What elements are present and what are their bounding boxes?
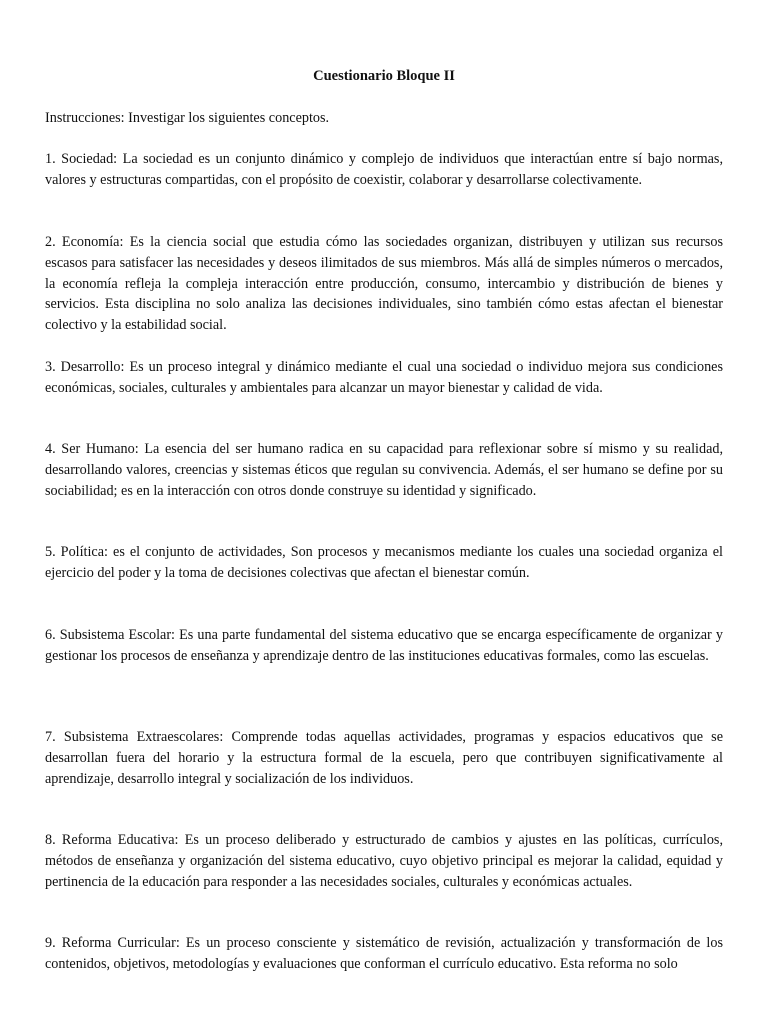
concept-definition: Es la ciencia social que estudia cómo las sociedades organizan, distribuyen y utilizan sus recursos escasos para satisfacer las necesidades y deseos ilimitados de sus miembros. Más allá de simples números o mercados, la economía refleja la compleja interacción entre producción, consumo, intercambio y distribución de bienes y servicios. Esta disciplina no solo analiza las decisiones individuales, sino también cómo estas afectan el bienestar colectivo y la estabilidad social. [45, 234, 724, 334]
concept-desarrollo [45, 357, 723, 399]
document-title: Cuestionario Bloque II [313, 68, 455, 84]
concept-reforma-curricular [45, 933, 723, 975]
concept-definition: La sociedad es un conjunto dinámico y complejo de individuos que interactúan entre sí bajo normas, valores y estructuras compartidas, con el propósito de coexistir, colaborar y desarrollarse colectivamente. [45, 151, 723, 188]
concept-label: 5. Política: [45, 544, 108, 560]
concept-economia [45, 232, 723, 336]
concept-reforma-educativa [45, 830, 723, 892]
concept-label: 4. Ser Humano: [45, 441, 139, 457]
concept-label: 3. Desarrollo: [45, 359, 125, 375]
concept-definition: Es un proceso deliberado y estructurado de cambios y ajustes en las políticas, currículos, métodos de enseñanza y organización del sistema educativo, cuyo objetivo principal es mejorar la calidad, equidad y pertinencia de la educación para responder a las necesidades sociales, culturales y económicas actuales. [45, 832, 723, 890]
concept-subsistema-extraescolares [45, 727, 723, 789]
concept-label: 1. Sociedad: [45, 151, 118, 167]
concept-label: 8. Reforma Educativa: [45, 832, 179, 848]
concept-definition: Es una parte fundamental del sistema educativo que se encarga específicamente de organizar y gestionar los procesos de enseñanza y aprendizaje dentro de las instituciones educativas formales, como las escuelas. [45, 627, 723, 664]
concept-sociedad [45, 149, 723, 191]
concept-definition: La esencia del ser humano radica en su capacidad para reflexionar sobre sí mismo y su realidad, desarrollando valores, creencias y sistemas éticos que regulan su convivencia. Además, el ser humano se define por su sociabilidad; es en la interacción con otros donde construye su identidad y significado. [45, 441, 724, 499]
concept-label: 6. Subsistema Escolar: [45, 627, 175, 643]
concept-label: 2. Economía: [45, 234, 124, 250]
concept-label: 9. Reforma Curricular: [45, 935, 180, 951]
concept-ser-humano [45, 439, 723, 501]
concept-politica [45, 542, 723, 584]
concept-label: 7. Subsistema Extraescolares: [45, 729, 224, 745]
instructions-text: Instrucciones: Investigar los siguientes conceptos. [45, 110, 330, 126]
concept-subsistema-escolar [45, 625, 723, 667]
concept-definition: Es un proceso consciente y sistemático de revisión, actualización y transformación de los contenidos, objetivos, metodologías y evaluaciones que conforman el currículo educativo. Esta reforma no solo [45, 935, 723, 972]
concept-definition: Es un proceso integral y dinámico mediante el cual una sociedad o individuo mejora sus condiciones económicas, sociales, culturales y ambientales para alcanzar un mayor bienestar y calidad de vida. [45, 359, 723, 396]
concept-definition: Comprende todas aquellas actividades, programas y espacios educativos que se desarrollan fuera del horario y la estructura formal de la escuela, pero que contribuyen significativamente al aprendizaje, desarrollo integral y socialización de los individuos. [45, 729, 723, 787]
concept-definition: es el conjunto de actividades, Son procesos y mecanismos mediante los cuales una sociedad organiza el ejercicio del poder y la toma de decisiones colectivas que afectan el bienestar común. [45, 544, 723, 581]
